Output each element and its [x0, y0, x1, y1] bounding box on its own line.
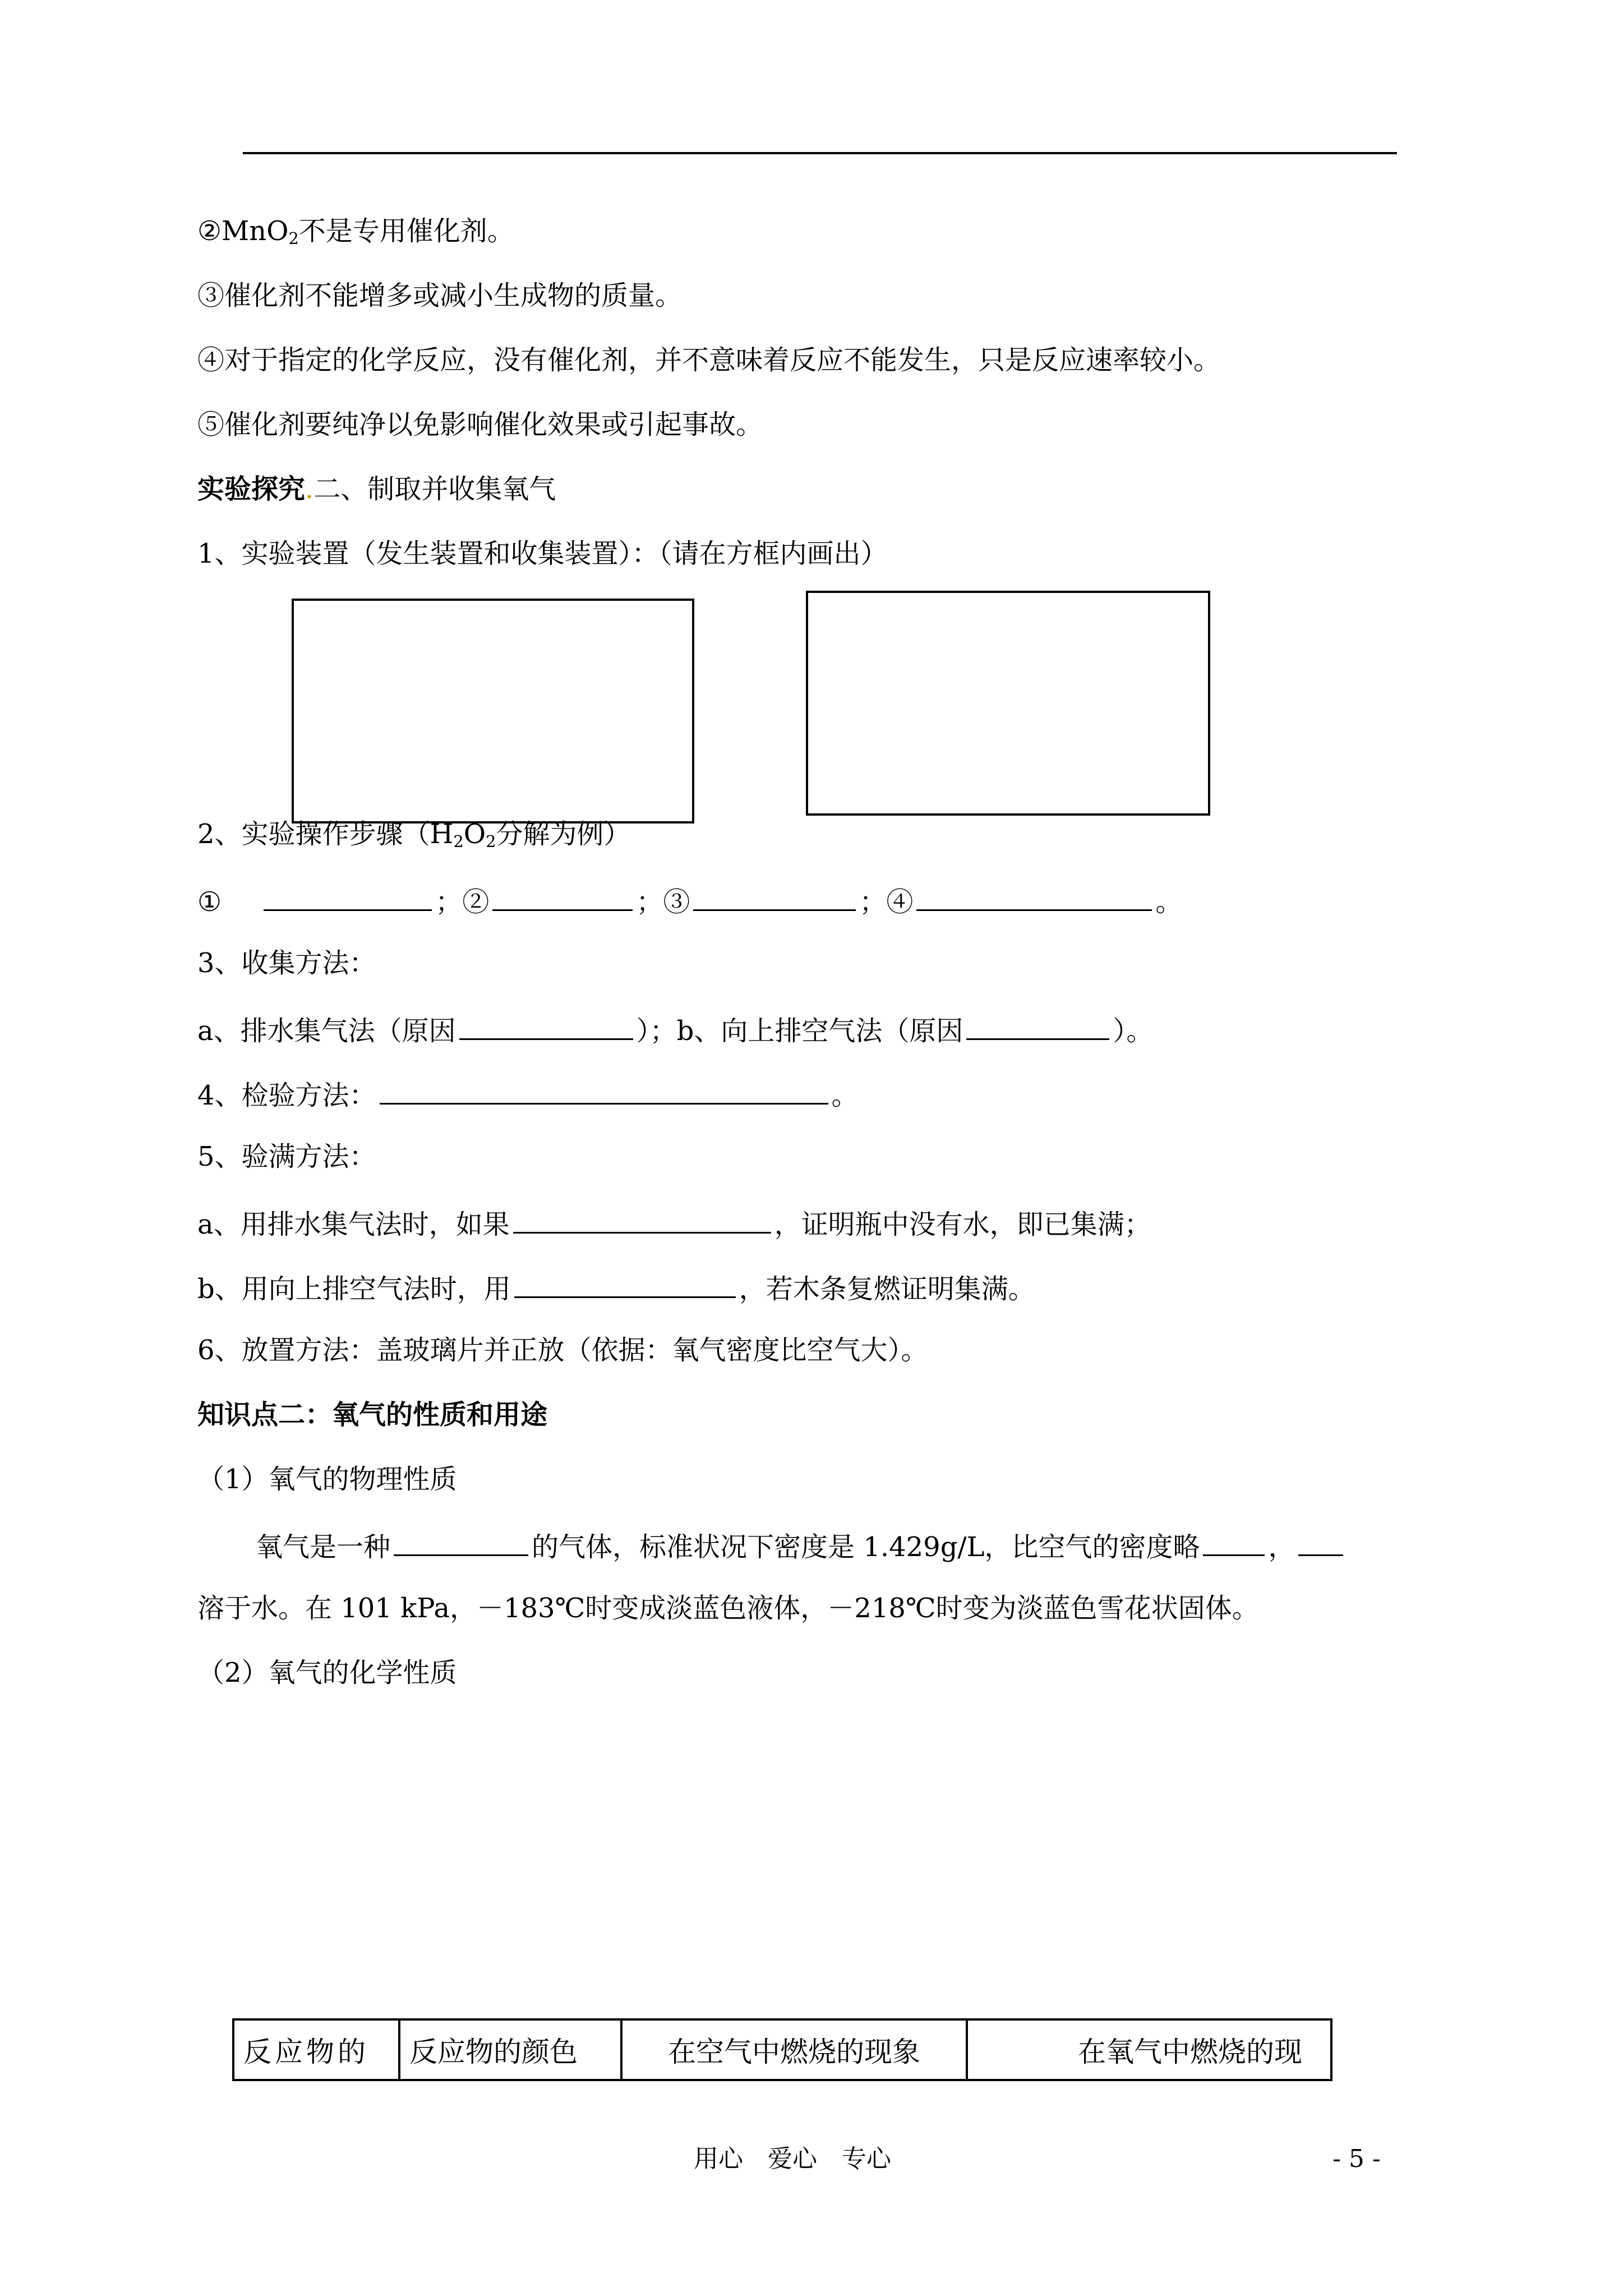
- note-4: ④对于指定的化学反应，没有催化剂，并不意味着反应不能发生，只是反应速率较小。: [197, 344, 1221, 376]
- full-check-b-blank[interactable]: [514, 1272, 736, 1298]
- table-header-row: [233, 2019, 1331, 2080]
- steps-blanks: ① ；② ；③ ；④ 。: [197, 885, 1182, 915]
- item-collection: 3、收集方法：: [197, 947, 376, 979]
- drawing-box-collector[interactable]: [806, 591, 1210, 816]
- collection-reasons: a、排水集气法（原因 ）；b、向上排空气法（原因 ）。: [197, 1014, 1153, 1045]
- solubility-blank[interactable]: [1298, 1530, 1343, 1556]
- note-3: ③催化剂不能增多或减小生成物的质量。: [197, 280, 683, 311]
- item-placement: 6、放置方法：盖玻璃片并正放（依据：氧气密度比空气大）。: [197, 1335, 928, 1366]
- footer-motto: 用心 爱心 专心: [694, 2145, 891, 2173]
- experiment-heading: 实验探究.二、制取并收集氧气: [197, 473, 556, 505]
- table-header-cell: 在氧气中燃烧的现: [967, 2019, 1331, 2080]
- note-2: ②MnO$_2$不是专用催化剂。: [197, 215, 514, 249]
- chemical-properties-heading: （2）氧气的化学性质: [197, 1657, 457, 1688]
- page-number: - 5 -: [1332, 2145, 1381, 2173]
- note-5: ⑤催化剂要纯净以免影响催化效果或引起事故。: [197, 409, 763, 440]
- item-apparatus: 1、实验装置（发生装置和收集装置）：（请在方框内画出）: [197, 538, 888, 569]
- physical-properties-line2: 溶于水。在 101 kPa，－183℃时变成淡蓝色液体，－218℃时变为淡蓝色雪花状固体。: [197, 1593, 1259, 1624]
- oxygen-description-blank[interactable]: [394, 1530, 528, 1556]
- air-reason-blank[interactable]: [966, 1014, 1109, 1040]
- item-steps: 2、实验操作步骤（$H_2O_2$分解为例）: [197, 818, 631, 852]
- density-compare-blank[interactable]: [1203, 1530, 1265, 1556]
- physical-properties-heading: （1）氧气的物理性质: [197, 1464, 457, 1495]
- full-check-b: b、用向上排空气法时，用 ，若木条复燃证明集满。: [197, 1272, 1035, 1303]
- header-rule: [243, 152, 1397, 154]
- physical-properties-line1: 氧气是一种 的气体，标准状况下密度是 1.429g/L，比空气的密度略 ，: [256, 1530, 1347, 1561]
- item-full-check: 5、验满方法：: [197, 1141, 376, 1172]
- step-3-blank[interactable]: [693, 885, 856, 911]
- knowledge2-heading: 知识点二：氧气的性质和用途: [197, 1399, 548, 1430]
- step-2-blank[interactable]: [492, 885, 633, 911]
- water-reason-blank[interactable]: [459, 1014, 633, 1040]
- reaction-table: [232, 2018, 1332, 2081]
- table-header-cell: 反应物的颜色: [399, 2019, 621, 2080]
- test-method-blank[interactable]: [380, 1079, 828, 1105]
- item-test: 4、检验方法： 。: [197, 1079, 859, 1109]
- full-check-a-blank[interactable]: [513, 1208, 771, 1234]
- step-1-blank[interactable]: [264, 885, 432, 911]
- step-4-blank[interactable]: [916, 885, 1152, 911]
- table-header-cell: 在空气中燃烧的现象: [621, 2019, 967, 2080]
- full-check-a: a、用排水集气法时，如果 ，证明瓶中没有水，即已集满；: [197, 1208, 1151, 1238]
- table-header-cell: 反应物的: [233, 2019, 399, 2080]
- drawing-box-generator[interactable]: [292, 599, 694, 823]
